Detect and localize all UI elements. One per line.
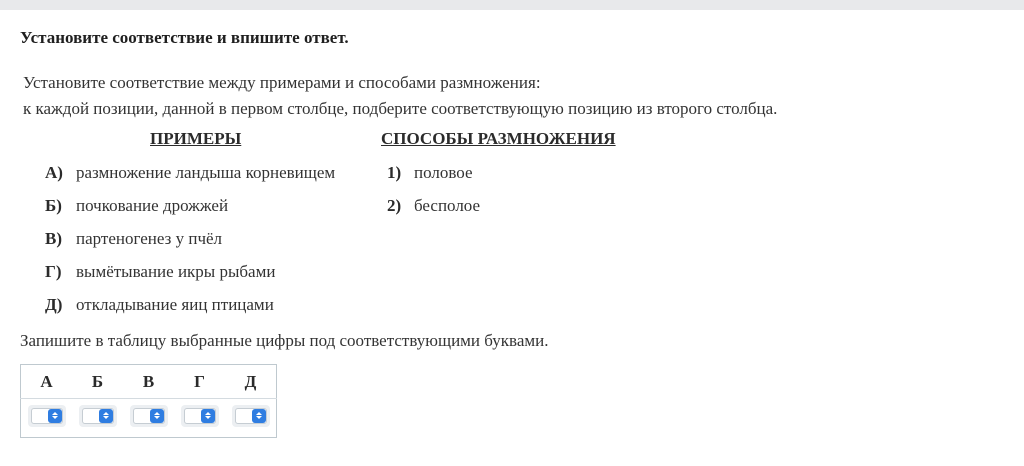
example-row-d xyxy=(45,295,274,315)
method-key: 1) xyxy=(387,163,402,182)
method-text: половое xyxy=(414,163,473,182)
example-text: вымётывание икры рыбами xyxy=(76,262,276,281)
intro-line-2: к каждой позиции, данной в первом столбце, подберите соответствующую позицию из второго столбца. xyxy=(23,99,778,118)
answer-select-v[interactable] xyxy=(130,405,168,427)
method-row-2 xyxy=(387,196,480,216)
example-key: Г) xyxy=(45,262,62,281)
answer-instruction: Запишите в таблицу выбранные цифры под соответствующими буквами. xyxy=(20,331,549,350)
answer-select-a[interactable] xyxy=(28,405,66,427)
example-key: А) xyxy=(45,163,63,182)
examples-column-title: ПРИМЕРЫ xyxy=(150,129,242,148)
select-box xyxy=(82,408,114,424)
answer-cell-g xyxy=(174,399,225,438)
example-row-a xyxy=(45,163,335,183)
updown-chevron-icon xyxy=(99,409,113,423)
example-row-v xyxy=(45,229,222,249)
answer-header-v: В xyxy=(142,371,155,391)
answer-select-b[interactable] xyxy=(79,405,117,427)
updown-chevron-icon xyxy=(252,409,266,423)
answer-select-d[interactable] xyxy=(232,405,270,427)
example-text: размножение ландыша корневищем xyxy=(76,163,336,182)
task-heading: Установите соответствие и впишите ответ. xyxy=(20,28,349,47)
answer-header-b: Б xyxy=(91,371,104,391)
intro-line-1: Установите соответствие между примерами и способами размножения: xyxy=(23,73,541,92)
methods-column-title: СПОСОБЫ РАЗМНОЖЕНИЯ xyxy=(381,129,616,148)
updown-chevron-icon xyxy=(201,409,215,423)
updown-chevron-icon xyxy=(150,409,164,423)
answer-header-d: Д xyxy=(244,371,257,391)
method-row-1 xyxy=(387,163,473,183)
example-key: В) xyxy=(45,229,62,248)
select-box xyxy=(235,408,267,424)
example-key: Б) xyxy=(45,196,62,215)
answer-cell-b xyxy=(72,399,123,438)
task-intro xyxy=(23,70,777,122)
answer-header-a: А xyxy=(40,371,53,391)
answer-cell-d xyxy=(225,399,277,438)
select-box xyxy=(31,408,63,424)
select-box xyxy=(184,408,216,424)
answer-cell-v xyxy=(123,399,174,438)
answer-select-g[interactable] xyxy=(181,405,219,427)
method-key: 2) xyxy=(387,196,402,215)
method-text: бесполое xyxy=(414,196,481,215)
answer-select-row xyxy=(21,399,277,438)
select-box xyxy=(133,408,165,424)
example-text: откладывание яиц птицами xyxy=(76,295,274,314)
answer-cell-a xyxy=(21,399,73,438)
example-text: почкование дрожжей xyxy=(76,196,229,215)
example-text: партеногенез у пчёл xyxy=(76,229,223,248)
answer-table xyxy=(20,364,277,438)
updown-chevron-icon xyxy=(48,409,62,423)
example-key: Д) xyxy=(45,295,63,314)
answer-header-row xyxy=(21,365,277,399)
example-row-g xyxy=(45,262,275,282)
top-bar xyxy=(0,0,1024,10)
answer-header-g: Г xyxy=(194,371,205,391)
example-row-b xyxy=(45,196,228,216)
